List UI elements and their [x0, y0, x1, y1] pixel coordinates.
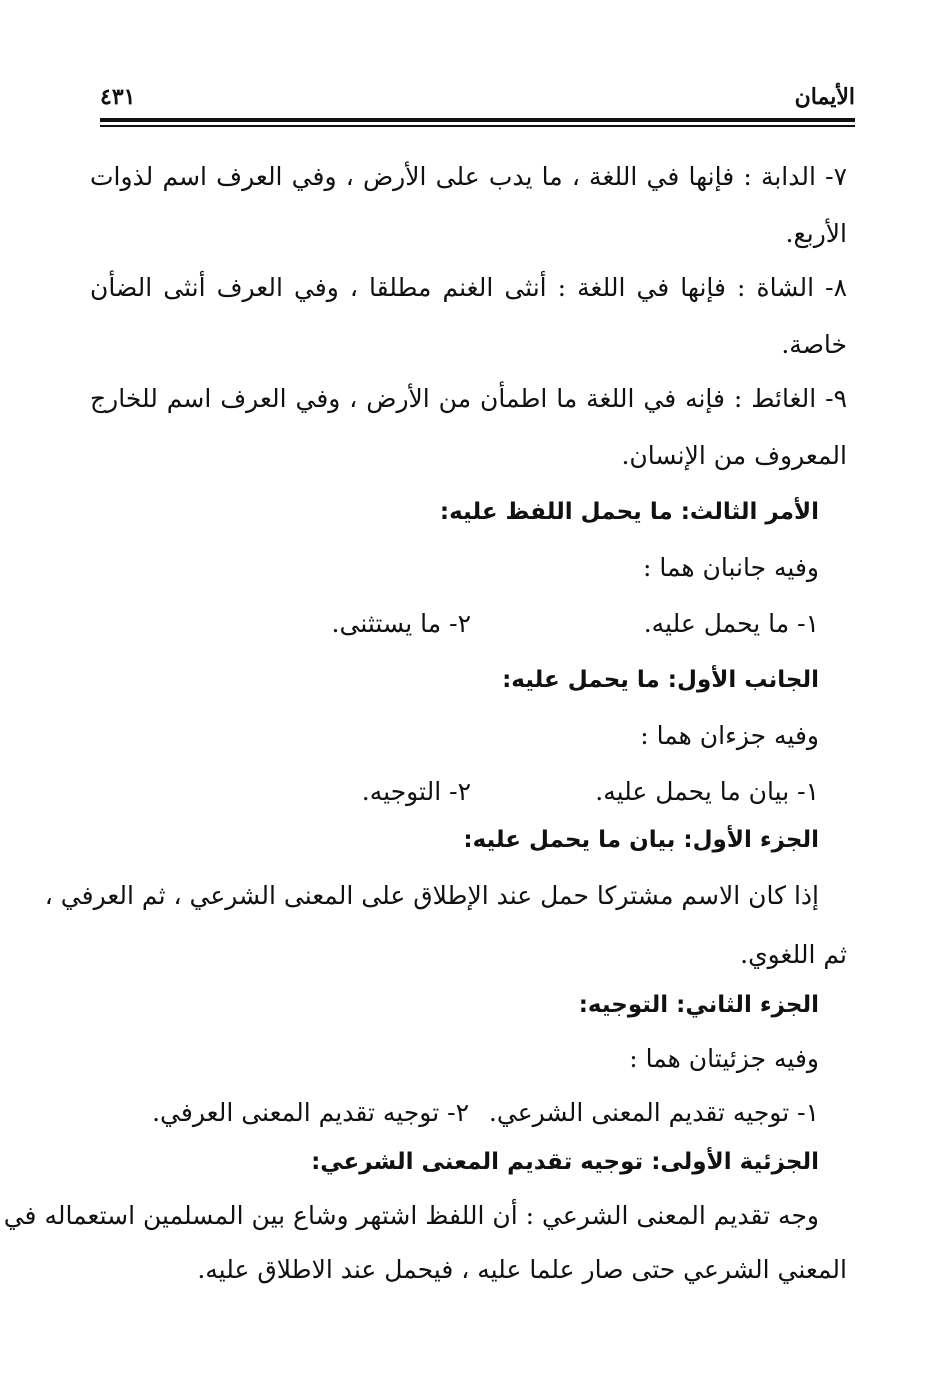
- list-item: ٢- ما يستثنى.: [331, 609, 471, 638]
- text-line: إذا كان الاسم مشتركا حمل عند الإطلاق على المعنى الشرعي ، ثم العرفي ،: [44, 881, 819, 910]
- page-number: ٤٣١: [100, 84, 136, 110]
- list-item: ٢- توجيه تقديم المعنى العرفي.: [152, 1098, 469, 1127]
- text-line: المعني الشرعي حتى صار علما عليه ، فيحمل عند الاطلاق عليه.: [197, 1255, 847, 1284]
- text-line: وفيه جانبان هما :: [642, 553, 819, 582]
- list-item: ١- ما يحمل عليه.: [643, 609, 819, 638]
- text-line: وجه تقديم المعنى الشرعي : أن اللفظ اشتهر وشاع بين المسلمين استعماله في: [3, 1201, 819, 1230]
- text-line: ٨- الشاة : فإنها في اللغة : أنثى الغنم مطلقا ، وفي العرف أنثى الضأن: [90, 273, 847, 302]
- text-line: خاصة.: [781, 330, 847, 359]
- text-line: وفيه جزئيتان هما :: [629, 1044, 819, 1073]
- section-heading: الأمر الثالث: ما يحمل اللفظ عليه:: [439, 499, 819, 525]
- text-line: ٩- الغائط : فإنه في اللغة ما اطمأن من الأرض ، وفي العرف اسم للخارج: [90, 384, 847, 413]
- header-rule-thick: [100, 118, 855, 122]
- text-line: وفيه جزءان هما :: [640, 721, 819, 750]
- section-heading: الجزء الأول: بيان ما يحمل عليه:: [463, 827, 819, 853]
- section-heading: الجانب الأول: ما يحمل عليه:: [502, 667, 819, 693]
- list-item: ٢- التوجيه.: [361, 777, 471, 806]
- text-line: الأربع.: [785, 219, 847, 248]
- list-item: ١- توجيه تقديم المعنى الشرعي.: [488, 1098, 819, 1127]
- chapter-title: الأيمان: [794, 84, 855, 110]
- section-heading: الجزء الثاني: التوجيه:: [578, 992, 819, 1018]
- list-item: ١- بيان ما يحمل عليه.: [595, 777, 819, 806]
- text-line: المعروف من الإنسان.: [621, 441, 847, 470]
- section-heading: الجزئية الأولى: توجيه تقديم المعنى الشرعي:: [311, 1149, 819, 1175]
- page-header: [100, 84, 855, 120]
- text-line: ٧- الدابة : فإنها في اللغة ، ما يدب على الأرض ، وفي العرف اسم لذوات: [90, 162, 847, 191]
- header-rule-thin: [100, 125, 855, 127]
- text-line: ثم اللغوي.: [740, 940, 847, 969]
